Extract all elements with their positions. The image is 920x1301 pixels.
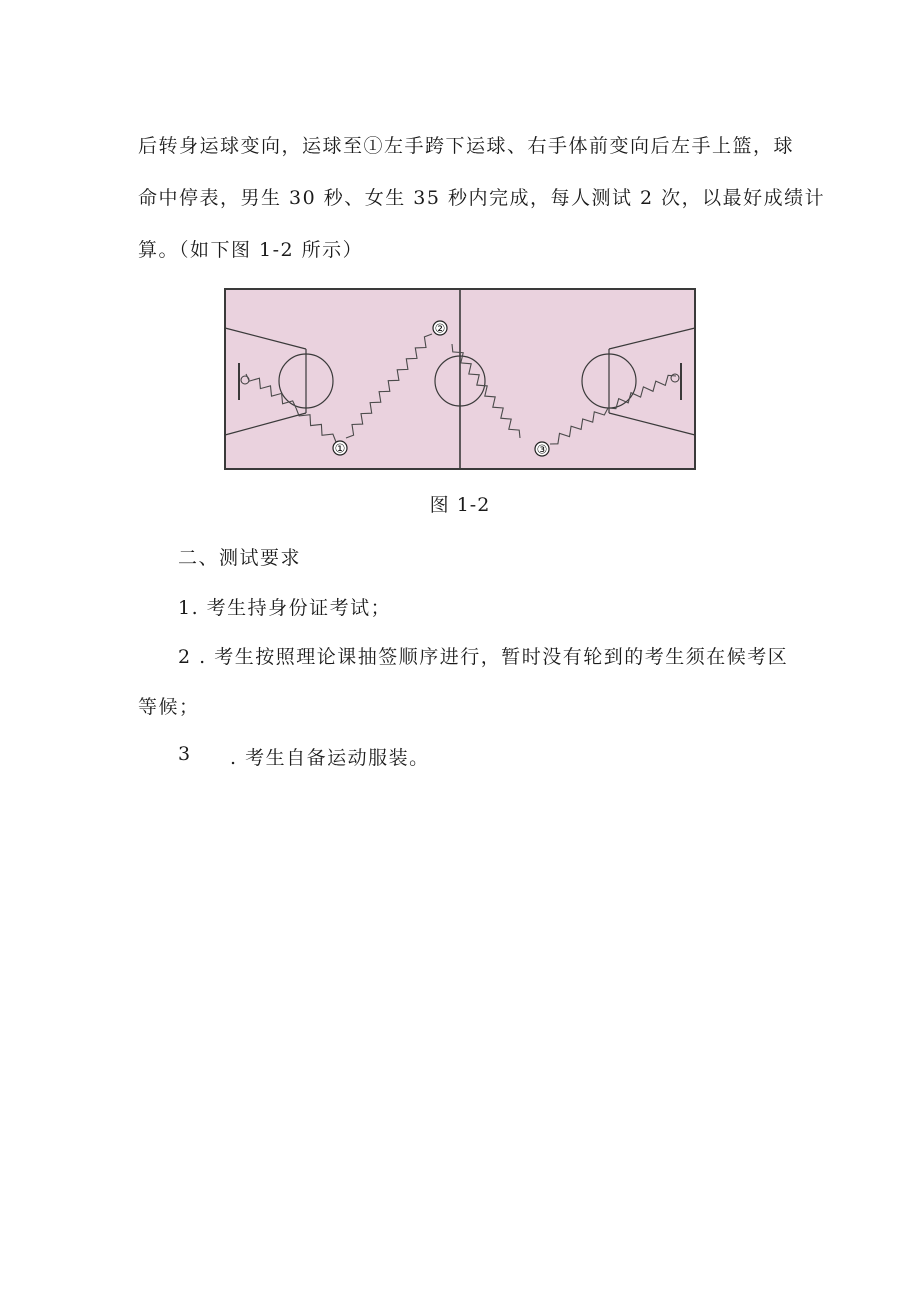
section-heading: 二、测试要求 [178, 547, 302, 569]
svg-text:①: ① [334, 441, 346, 456]
requirement-item-3-number: 3 [178, 743, 192, 765]
court-diagram [224, 288, 696, 470]
svg-text:③: ③ [536, 442, 548, 457]
requirement-item-2-line-2: 等候； [138, 696, 200, 718]
requirement-item-2-line-1: 2 . 考生按照理论课抽签顺序进行，暂时没有轮到的考生须在候考区 [178, 646, 789, 668]
marker-2 [433, 321, 447, 336]
figure-caption: 图 1-2 [429, 494, 491, 516]
paragraph-line-1: 后转身运球变向，运球至①左手跨下运球、右手体前变向后左手上篮，球 [138, 135, 795, 157]
marker-3 [535, 442, 549, 457]
svg-text:②: ② [434, 321, 446, 336]
marker-1 [333, 441, 347, 456]
paragraph-line-3: 算。（如下图 1-2 所示） [138, 239, 364, 261]
requirement-item-1: 1. 考生持身份证考试； [178, 597, 392, 619]
paragraph-line-2: 命中停表，男生 30 秒、女生 35 秒内完成，每人测试 2 次，以最好成绩计 [138, 187, 826, 209]
requirement-item-3-text: . 考生自备运动服装。 [230, 747, 430, 769]
basketball-court-figure [224, 288, 696, 470]
